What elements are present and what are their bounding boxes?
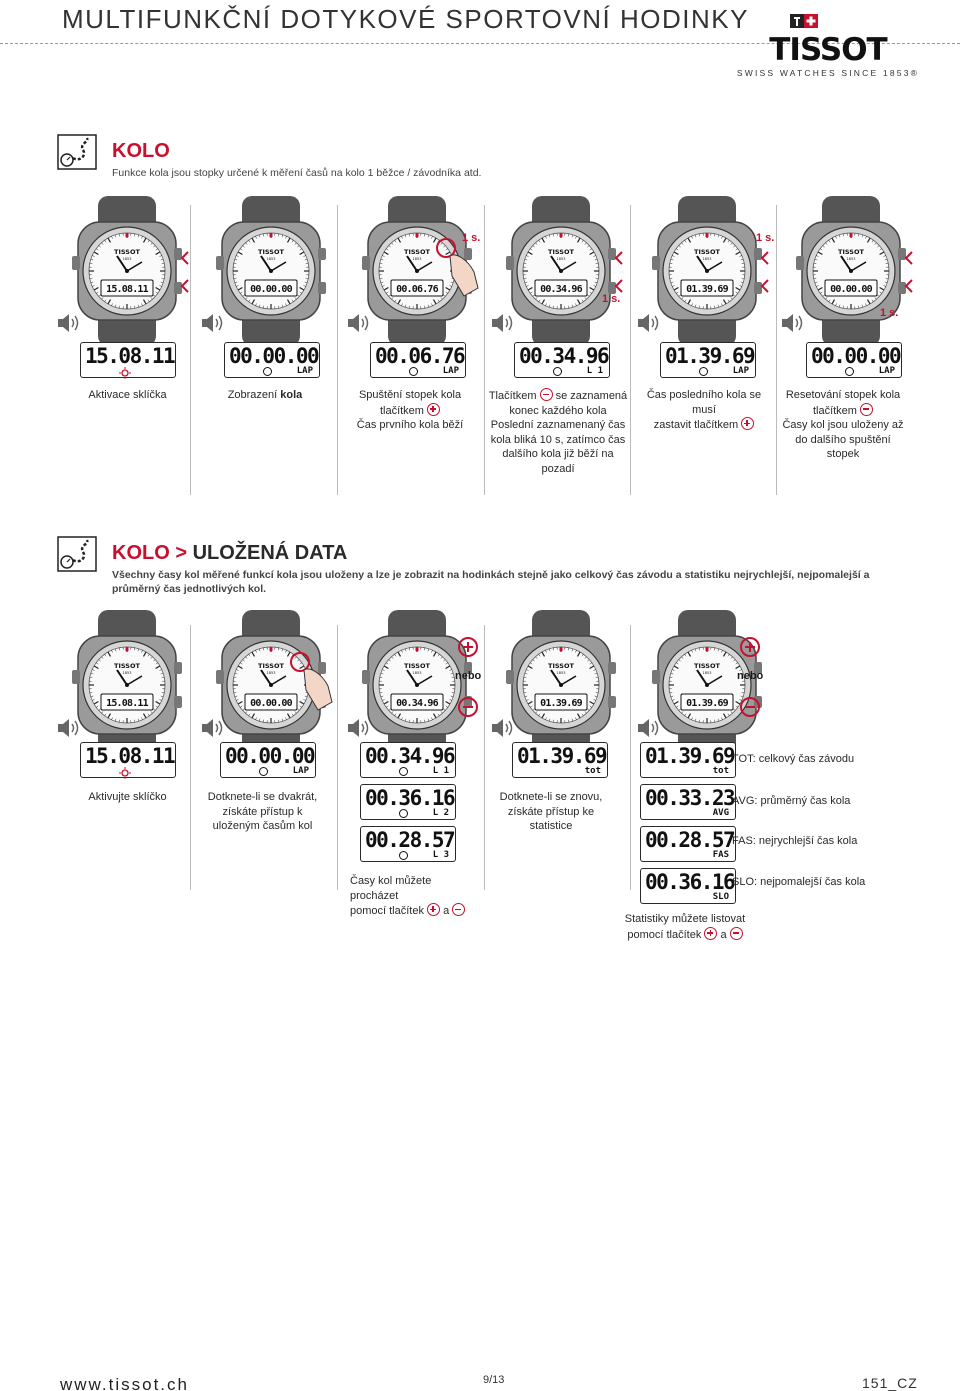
lcd-display — [640, 742, 736, 778]
watch-illustration — [788, 196, 914, 346]
svg-text:TISSOT: TISSOT — [114, 662, 140, 670]
lcd-display — [80, 742, 176, 778]
touch-icon — [553, 367, 562, 376]
column-divider — [776, 205, 777, 495]
watch-illustration — [208, 610, 334, 760]
column-divider — [190, 625, 191, 890]
caption-line: Časy kol můžete procházet — [350, 875, 432, 902]
speaker-icon — [56, 312, 78, 334]
watch-illustration — [354, 196, 480, 346]
step-caption — [350, 874, 480, 919]
caption-text: Zobrazení — [227, 389, 281, 401]
caption-line: pomocí tlačítek — [350, 905, 424, 917]
column-divider — [484, 205, 485, 495]
stat-label: TOT: celkový čas závodu — [732, 753, 855, 765]
plus-button-icon — [427, 403, 440, 416]
or-label: nebo — [455, 670, 482, 682]
lcd-display — [360, 742, 456, 778]
caption-line: Čas posledního kola se musí — [646, 389, 762, 416]
lcd-digits: 00.33.23 — [645, 786, 735, 810]
step-caption: Aktivujte sklíčko — [88, 791, 167, 803]
title-sep: > — [169, 542, 193, 564]
speaker-icon — [200, 717, 222, 739]
lcd-display — [660, 342, 756, 378]
svg-text:TISSOT: TISSOT — [769, 32, 887, 68]
svg-text:1853: 1853 — [556, 671, 566, 675]
caption-text: Tlačítkem — [488, 390, 537, 402]
lcd-label: LAP — [292, 766, 309, 776]
title-main: KOLO — [112, 542, 170, 564]
lcd-display — [80, 342, 176, 378]
lcd-label: L 1 — [586, 366, 603, 376]
plus-button-icon — [740, 637, 760, 657]
or-label: nebo — [737, 670, 764, 682]
svg-text:TISSOT: TISSOT — [114, 248, 140, 256]
lcd-display — [224, 342, 320, 378]
watch-illustration — [644, 196, 770, 346]
lcd-label: LAP — [732, 366, 749, 376]
footer-url[interactable]: www.tissot.ch — [60, 1375, 189, 1391]
lcd-label: L 3 — [432, 850, 449, 860]
lcd-label: SLO — [712, 892, 729, 902]
sun-icon — [119, 767, 131, 779]
lcd-digits: 01.39.69 — [645, 744, 735, 768]
watch-mini-lcd-text: 00.00.00 — [830, 284, 872, 295]
svg-text:TISSOT: TISSOT — [258, 662, 284, 670]
lcd-label: tot — [584, 766, 601, 776]
watch-illustration — [644, 610, 770, 760]
watch-illustration — [64, 196, 190, 346]
lcd-digits: 00.34.96 — [519, 344, 609, 368]
speaker-icon — [56, 717, 78, 739]
section-subtitle: Všechny časy kol měřené funkcí kola jsou uloženy a lze je zobrazit na hodinkách stejně jako celkový čas závodu a statistiku nejrychlejší, nejpomalejší a průměrný čas jednotlivých kol. — [112, 569, 870, 595]
svg-text:1853: 1853 — [412, 257, 422, 261]
watch-illustration — [498, 196, 624, 346]
watch-mini-lcd-text: 00.00.00 — [250, 698, 292, 709]
watch-mini-lcd-text: 00.00.00 — [250, 284, 292, 295]
duration-tag: 1 s. — [756, 232, 775, 244]
lcd-digits: 01.39.69 — [517, 744, 607, 768]
watch-mini-lcd-text: 00.34.96 — [396, 698, 438, 709]
column-divider — [337, 625, 338, 890]
lcd-digits: 00.36.16 — [365, 786, 455, 810]
lcd-display — [640, 826, 736, 862]
touch-icon — [845, 367, 854, 376]
lcd-label: FAS — [712, 850, 729, 860]
svg-text:1853: 1853 — [122, 671, 132, 675]
lcd-label: LAP — [296, 366, 313, 376]
step-caption — [345, 388, 475, 433]
step-caption — [780, 388, 906, 462]
lcd-display — [220, 742, 316, 778]
duration-tag: 1 s. — [602, 293, 621, 305]
step-caption — [620, 912, 750, 942]
lcd-display — [514, 342, 610, 378]
speaker-icon — [636, 717, 658, 739]
watch-illustration — [498, 610, 624, 760]
caption-line: tlačítkem — [812, 404, 857, 417]
duration-tag: 1 s. — [880, 307, 899, 319]
svg-text:1853: 1853 — [846, 257, 856, 261]
column-divider — [630, 205, 631, 495]
watch-mini-lcd-text: 01.39.69 — [540, 698, 582, 709]
watch-illustration — [64, 610, 190, 760]
svg-text:TISSOT: TISSOT — [694, 248, 720, 256]
title-sub: ULOŽENÁ DATA — [192, 542, 348, 564]
watch-mini-lcd-text: 15.08.11 — [106, 698, 148, 709]
caption-line: tlačítkem — [379, 404, 424, 417]
step-caption: Dotknete-li se znovu, získáte přístup ke statistice — [499, 791, 603, 832]
speaker-icon — [490, 312, 512, 334]
step-caption: Aktivace sklíčka — [88, 389, 167, 401]
touch-icon — [259, 767, 268, 776]
svg-text:TISSOT: TISSOT — [404, 662, 430, 670]
stat-label: AVG: průměrný čas kola — [732, 795, 851, 807]
touch-icon — [699, 367, 708, 376]
lcd-digits: 15.08.11 — [85, 744, 175, 768]
lcd-display — [640, 784, 736, 820]
lcd-digits: 00.28.57 — [645, 828, 735, 852]
watch-mini-lcd-text: 01.39.69 — [686, 284, 728, 295]
duration-tag: 1 s. — [462, 232, 481, 244]
caption-line: zastavit tlačítkem — [653, 419, 739, 431]
svg-text:TISSOT: TISSOT — [548, 248, 574, 256]
lcd-display — [360, 784, 456, 820]
minus-button-icon — [452, 903, 465, 916]
svg-text:TISSOT: TISSOT — [838, 248, 864, 256]
caption-and: a — [720, 928, 727, 941]
plus-button-icon — [704, 927, 717, 940]
touch-icon — [399, 851, 408, 860]
speaker-icon — [346, 312, 368, 334]
lcd-digits: 00.00.00 — [229, 344, 319, 368]
minus-button-icon — [540, 388, 553, 401]
stat-label: SLO: nejpomalejší čas kola — [732, 876, 866, 888]
caption-line: Čas prvního kola běží — [356, 419, 464, 431]
speaker-icon — [636, 312, 658, 334]
lcd-digits: 00.36.16 — [645, 870, 735, 894]
touch-icon — [263, 367, 272, 376]
lap-stopwatch-icon — [57, 134, 97, 170]
step-caption: Dotknete-li se dvakrát, získáte přístup k uloženým časům kol — [207, 791, 318, 832]
watch-illustration — [208, 196, 334, 346]
speaker-icon — [200, 312, 222, 334]
watch-mini-lcd-text: 15.08.11 — [106, 284, 148, 295]
speaker-icon — [780, 312, 802, 334]
lcd-label: L 1 — [432, 766, 449, 776]
svg-text:1853: 1853 — [412, 671, 422, 675]
watch-mini-lcd-text: 00.34.96 — [540, 284, 582, 295]
svg-text:TISSOT: TISSOT — [258, 248, 284, 256]
caption-text: se zaznamená — [555, 390, 628, 402]
touch-icon — [399, 767, 408, 776]
step-caption — [634, 388, 774, 433]
lap-stopwatch-icon — [57, 536, 97, 572]
minus-button-icon — [860, 403, 873, 416]
column-divider — [337, 205, 338, 495]
caption-text: Časy kol jsou uloženy až do dalšího spuštění stopek — [782, 419, 904, 460]
svg-text:1853: 1853 — [266, 257, 276, 261]
tissot-logo — [728, 10, 928, 80]
speaker-icon — [346, 717, 368, 739]
touch-icon — [399, 809, 408, 818]
plus-button-icon — [427, 903, 440, 916]
svg-text:SWISS WATCHES SINCE 1853®: SWISS WATCHES SINCE 1853® — [736, 68, 920, 78]
caption-bold: kola — [280, 389, 303, 401]
page-number: 9/13 — [483, 1374, 505, 1386]
speaker-icon — [490, 717, 512, 739]
lcd-digits: 00.34.96 — [365, 744, 455, 768]
minus-button-icon — [458, 697, 478, 717]
caption-line: Spuštění stopek kola — [358, 389, 462, 401]
svg-text:1853: 1853 — [702, 257, 712, 261]
lcd-label: L 2 — [432, 808, 449, 818]
caption-line: Statistiky můžete listovat — [624, 913, 746, 925]
section-title-kolo: KOLO — [112, 140, 170, 162]
lcd-display — [640, 868, 736, 904]
lcd-digits: 01.39.69 — [665, 344, 755, 368]
plus-button-icon — [458, 637, 478, 657]
lcd-label: LAP — [442, 366, 459, 376]
step-caption — [205, 388, 325, 403]
lcd-label: AVG — [712, 808, 729, 818]
stat-label: FAS: nejrychlejší čas kola — [732, 835, 858, 847]
svg-text:1853: 1853 — [122, 257, 132, 261]
caption-line: Resetování stopek kola — [785, 389, 901, 401]
page-title: MULTIFUNKČNÍ DOTYKOVÉ SPORTOVNÍ HODINKY — [62, 4, 749, 34]
step-caption — [488, 388, 628, 476]
svg-text:1853: 1853 — [266, 671, 276, 675]
svg-text:1853: 1853 — [702, 671, 712, 675]
page-code: 151_CZ — [862, 1375, 918, 1391]
watch-illustration — [354, 610, 480, 760]
lcd-digits: 00.06.76 — [375, 344, 465, 368]
svg-text:TISSOT: TISSOT — [548, 662, 574, 670]
column-divider — [484, 625, 485, 890]
lcd-display — [370, 342, 466, 378]
section-title-saved-data — [112, 542, 347, 565]
watch-mini-lcd-text: 01.39.69 — [686, 698, 728, 709]
lcd-digits: 15.08.11 — [85, 344, 175, 368]
minus-button-icon — [740, 697, 760, 717]
lcd-display — [360, 826, 456, 862]
column-divider — [190, 205, 191, 495]
caption-text: konec každého kola Poslední zaznamenaný čas kola bliká 10 s, zatímco čas dalšího kola již běží na pozadí — [490, 404, 626, 475]
svg-text:1853: 1853 — [556, 257, 566, 261]
lcd-digits: 00.00.00 — [225, 744, 315, 768]
caption-and: a — [443, 905, 450, 917]
sun-icon — [119, 367, 131, 379]
watch-mini-lcd-text: 00.06.76 — [396, 284, 438, 295]
lcd-display — [806, 342, 902, 378]
plus-button-icon — [741, 417, 754, 430]
svg-text:TISSOT: TISSOT — [694, 662, 720, 670]
lcd-label: LAP — [878, 366, 895, 376]
touch-icon — [409, 367, 418, 376]
lcd-label: tot — [712, 766, 729, 776]
caption-line: pomocí tlačítek — [627, 928, 702, 941]
svg-text:TISSOT: TISSOT — [404, 248, 430, 256]
lcd-display — [512, 742, 608, 778]
minus-button-icon — [730, 927, 743, 940]
lcd-digits: 00.28.57 — [365, 828, 455, 852]
column-divider — [630, 625, 631, 890]
section-subtitle: Funkce kola jsou stopky určené k měření časů na kolo 1 běžce / závodníka atd. — [112, 167, 482, 179]
lcd-digits: 00.00.00 — [811, 344, 901, 368]
